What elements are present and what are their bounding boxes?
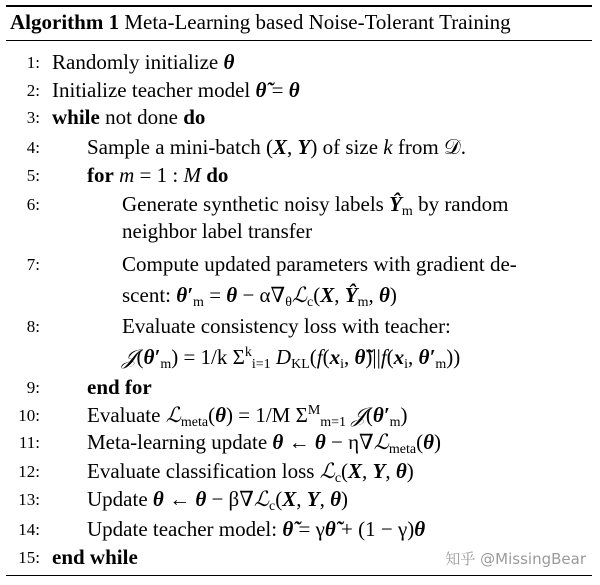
line-segment: θ [223, 50, 235, 74]
watermark: 知乎 @MissingBear [445, 550, 586, 568]
line-segment: while [52, 105, 100, 129]
line-segment: ) [341, 487, 349, 511]
line-segment: m [435, 357, 447, 372]
line-segment: ) [406, 459, 414, 483]
line-segment: i=1 [251, 357, 271, 372]
line-segment: )) [446, 345, 461, 369]
line-segment: Meta-learning update [87, 430, 273, 454]
line-segment: not done [99, 105, 184, 129]
line-segment: 𝒥 [346, 403, 366, 427]
line-segment: c [307, 295, 314, 310]
line-segment: do [183, 105, 206, 129]
line-number: 1: [26, 53, 40, 72]
line-segment: )|| [365, 345, 381, 369]
line-segment: θ′ [418, 345, 436, 369]
algorithm-label: Algorithm 1 [10, 10, 120, 34]
line-segment: scent: [122, 283, 177, 307]
line-segment: 1/M [255, 403, 291, 427]
line-segment: , [362, 459, 373, 483]
line-number: 3: [26, 108, 40, 127]
line-number: 15: [18, 548, 40, 567]
line-segment: − β∇ [206, 487, 254, 511]
line-segment: ( [322, 345, 330, 369]
line-text [122, 252, 517, 277]
line-segment: m [160, 357, 172, 372]
line-segment: , [344, 345, 355, 369]
line-segment: ) = [171, 345, 201, 369]
line-segment: Evaluate [87, 403, 166, 427]
line-number: 7: [26, 255, 40, 274]
line-segment: θ̃ [354, 345, 366, 369]
line-text [87, 430, 441, 458]
line-segment: θ [423, 430, 434, 454]
line-segment: do [206, 163, 229, 187]
line-number: 10: [18, 406, 40, 425]
line-segment: ℒ [165, 403, 181, 427]
line-segment: , [368, 283, 379, 307]
line-segment: Ŷ [344, 283, 358, 307]
line-segment: − η∇ [325, 430, 374, 454]
line-segment: 𝒟 [443, 135, 461, 159]
line-text [87, 403, 408, 431]
line-segment: Evaluate classification loss [87, 459, 320, 483]
line-number: 9: [26, 378, 40, 397]
line-number: 13: [18, 490, 40, 509]
line-segment: 1/k [200, 345, 228, 369]
line-segment: θ [272, 430, 284, 454]
line-text [122, 219, 312, 244]
line-segment: Initialize teacher model [52, 78, 256, 102]
line-segment: m [119, 163, 135, 187]
line-segment: ℒ [319, 459, 335, 483]
line-segment: ( [208, 403, 216, 427]
line-segment: θ [288, 78, 300, 102]
line-segment: for [87, 163, 114, 187]
line-segment: m [389, 415, 401, 430]
line-segment: Sample a mini-batch ( [87, 135, 274, 159]
algorithm-name: Meta-Learning based Noise-Tolerant Training [124, 10, 511, 34]
line-number: 5: [26, 166, 40, 185]
line-segment: ( [313, 283, 321, 307]
line-segment: x [329, 345, 341, 369]
line-number: 6: [26, 195, 40, 214]
line-segment: θ′ [372, 403, 390, 427]
line-text [52, 105, 205, 130]
top-rule [6, 5, 592, 7]
line-segment: neighbor label transfer [122, 219, 313, 243]
line-segment: ) = [225, 403, 256, 427]
line-text [87, 163, 228, 188]
line-segment: end for [87, 375, 152, 399]
line-segment: , [319, 487, 331, 511]
line-segment: f [316, 345, 323, 369]
line-segment: θ [414, 517, 426, 541]
line-segment: θ [285, 295, 292, 310]
line-segment: m=1 [320, 415, 347, 430]
line-segment: θ′ [143, 345, 161, 369]
line-text [52, 78, 300, 103]
line-number: 2: [26, 81, 40, 100]
line-number: 12: [18, 462, 40, 481]
line-segment: ← [283, 430, 315, 454]
line-segment: θ [379, 283, 390, 307]
algorithm-title [10, 10, 511, 35]
line-segment: θ̃ [324, 517, 336, 541]
line-segment: ( [416, 430, 424, 454]
line-segment: KL [291, 357, 310, 372]
line-segment: ( [136, 345, 144, 369]
line-segment: ( [341, 459, 349, 483]
line-segment: Y [297, 135, 311, 159]
line-text [122, 283, 397, 311]
line-text [87, 135, 466, 160]
line-segment: ( [365, 403, 373, 427]
line-segment: from [392, 135, 444, 159]
line-segment: Update teacher model: [87, 517, 283, 541]
line-segment: X [273, 135, 288, 159]
line-segment: k [383, 135, 393, 159]
line-number: 11: [18, 433, 40, 452]
line-segment: ( [309, 345, 317, 369]
line-text [87, 517, 425, 542]
line-segment: ℒ [291, 283, 308, 307]
line-number: 8: [26, 317, 40, 336]
line-segment: ℒ [373, 430, 389, 454]
line-text [52, 50, 234, 75]
line-segment: Randomly initialize [52, 50, 224, 74]
line-segment: . [460, 135, 466, 159]
line-segment: Evaluate consistency loss with teacher: [122, 314, 451, 338]
line-segment: k [244, 345, 252, 360]
line-segment: θ′ [176, 283, 194, 307]
line-segment: M [183, 163, 201, 187]
line-segment: i [340, 357, 344, 372]
line-segment: meta [180, 415, 209, 430]
line-segment: , [334, 283, 345, 307]
line-segment: = γ [293, 517, 325, 541]
line-segment: ) [433, 430, 441, 454]
line-segment: θ [152, 487, 164, 511]
line-segment: Σ [227, 345, 245, 369]
line-segment: ) [400, 403, 408, 427]
line-segment: + (1 − γ) [335, 517, 415, 541]
line-text [87, 459, 414, 487]
line-segment: ← [163, 487, 196, 511]
line-segment: ( [386, 345, 394, 369]
line-segment: Ŷ [389, 192, 402, 216]
line-segment: , [296, 487, 307, 511]
line-segment: f [380, 345, 387, 369]
line-text [52, 545, 138, 570]
line-segment: D [270, 345, 292, 369]
line-number: 14: [18, 520, 40, 539]
line-segment: Update [87, 487, 153, 511]
bottom-rule [6, 575, 592, 576]
line-segment: c [334, 471, 342, 486]
line-segment: , [385, 459, 396, 483]
line-segment: = [266, 78, 289, 102]
line-segment: θ [195, 487, 207, 511]
line-segment: m [401, 204, 413, 219]
line-segment: m [193, 295, 204, 310]
line-segment: X [320, 283, 335, 307]
line-segment: , [287, 135, 298, 159]
line-segment: Y [372, 459, 386, 483]
line-segment: 𝒥 [122, 345, 137, 369]
line-segment: θ [395, 459, 407, 483]
line-segment: ) [389, 283, 397, 307]
line-segment: x [393, 345, 405, 369]
line-segment: θ [215, 403, 226, 427]
line-segment: i [404, 357, 409, 372]
line-text [122, 345, 460, 373]
line-segment: end while [52, 545, 138, 569]
line-text [87, 487, 348, 515]
line-segment: ) of size [310, 135, 384, 159]
line-text [122, 314, 451, 339]
line-segment: = 1 : [134, 163, 184, 187]
line-segment: Σ [290, 403, 308, 427]
line-segment: meta [388, 442, 417, 457]
line-segment: θ [314, 430, 326, 454]
line-segment: by random [412, 192, 509, 216]
line-segment: = [203, 283, 227, 307]
line-segment: c [269, 499, 276, 514]
line-segment: , [408, 345, 419, 369]
line-segment: θ̃ [255, 78, 267, 102]
line-segment: Generate synthetic noisy labels [122, 192, 390, 216]
line-segment: − α∇ [237, 283, 286, 307]
line-segment: ( [275, 487, 283, 511]
line-text [87, 375, 152, 400]
line-segment: X [282, 487, 297, 511]
line-text [122, 192, 508, 220]
line-segment: m [357, 295, 369, 310]
line-segment: M [307, 403, 321, 418]
line-segment: θ̃ [282, 517, 294, 541]
line-segment: Y [306, 487, 320, 511]
line-number: 4: [26, 138, 40, 157]
title-rule [6, 40, 592, 41]
line-segment: θ [226, 283, 238, 307]
line-segment: X [348, 459, 363, 483]
line-segment: ℒ [253, 487, 270, 511]
line-segment: θ [330, 487, 342, 511]
line-segment: Compute updated parameters with gradient de- [122, 252, 517, 276]
